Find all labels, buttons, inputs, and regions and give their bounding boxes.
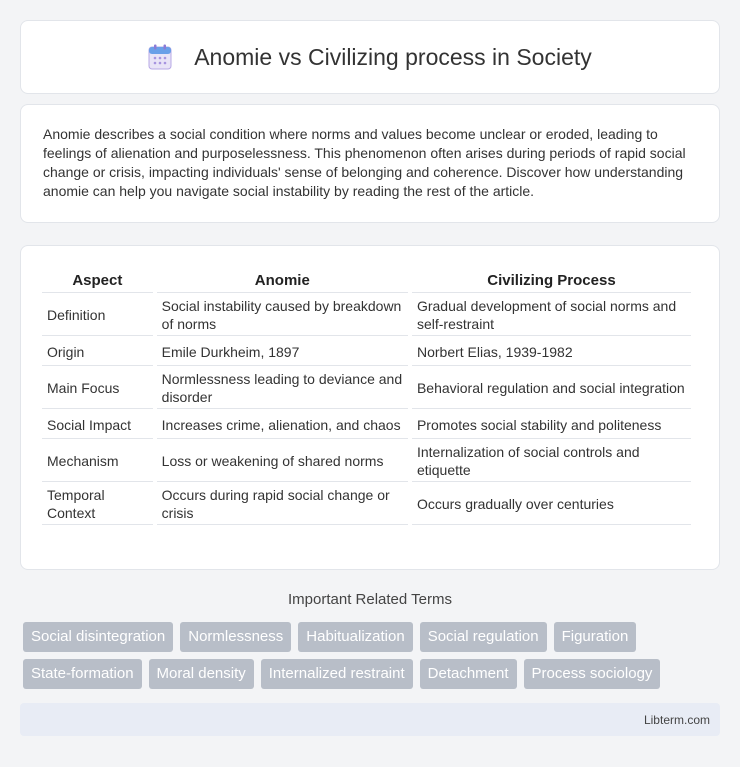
row-civilizing: Occurs gradually over centuries <box>412 484 691 525</box>
related-terms-title: Important Related Terms <box>288 591 452 608</box>
tag-moral-density[interactable]: Moral density <box>149 659 254 689</box>
tag-social-disintegration[interactable]: Social disintegration <box>23 622 173 652</box>
tag-figuration[interactable]: Figuration <box>554 622 637 652</box>
tag-habitualization[interactable]: Habitualization <box>298 622 412 652</box>
row-anomie: Loss or weakening of shared norms <box>157 441 408 482</box>
tag-row <box>23 622 723 652</box>
table-row <box>42 295 691 336</box>
tag-detachment[interactable]: Detachment <box>420 659 517 689</box>
row-anomie: Occurs during rapid social change or crisis <box>157 484 408 525</box>
row-anomie: Increases crime, alienation, and chaos <box>157 411 408 439</box>
intro-paragraph: Anomie describes a social condition where norms and values become unclear or eroded, leading to feelings of alienation and purposelessness. This phenomenon often arises during periods of rapid social change or crisis, impacting individuals' sense of belonging and coherence. Discover how understanding anomie can help you navigate social instability by reading the rest of the article. <box>43 126 686 199</box>
row-anomie: Normlessness leading to deviance and disorder <box>157 368 408 409</box>
comparison-table <box>38 266 695 527</box>
title-wrap <box>148 44 592 71</box>
row-civilizing: Gradual development of social norms and self-restraint <box>412 295 691 336</box>
footer <box>20 703 720 736</box>
table-row <box>42 441 691 482</box>
table-row <box>42 484 691 525</box>
tag-normlessness[interactable]: Normlessness <box>180 622 291 652</box>
row-anomie: Emile Durkheim, 1897 <box>157 338 408 366</box>
row-civilizing: Promotes social stability and politeness <box>412 411 691 439</box>
tag-internalized-restraint[interactable]: Internalized restraint <box>261 659 413 689</box>
calendar-icon <box>148 44 172 70</box>
row-civilizing: Behavioral regulation and social integration <box>412 368 691 409</box>
intro-card <box>20 104 720 223</box>
table-header-row <box>42 268 691 293</box>
row-aspect: Main Focus <box>42 368 153 409</box>
row-anomie: Social instability caused by breakdown of norms <box>157 295 408 336</box>
header-civilizing-process: Civilizing Process <box>412 268 691 293</box>
row-aspect: Temporal Context <box>42 484 153 525</box>
table-row <box>42 338 691 366</box>
row-aspect: Mechanism <box>42 441 153 482</box>
row-aspect: Social Impact <box>42 411 153 439</box>
page-title: Anomie vs Civilizing process in Society <box>194 43 592 70</box>
tag-row <box>23 659 723 689</box>
row-civilizing: Norbert Elias, 1939-1982 <box>412 338 691 366</box>
row-civilizing: Internalization of social controls and etiquette <box>412 441 691 482</box>
tag-social-regulation[interactable]: Social regulation <box>420 622 547 652</box>
header-aspect: Aspect <box>42 268 153 293</box>
row-aspect: Origin <box>42 338 153 366</box>
title-card <box>20 20 720 94</box>
table-row <box>42 411 691 439</box>
tag-state-formation[interactable]: State-formation <box>23 659 142 689</box>
row-aspect: Definition <box>42 295 153 336</box>
comparison-card <box>20 245 720 570</box>
related-terms-list <box>23 622 723 696</box>
footer-site-link[interactable]: Libterm.com <box>643 713 710 727</box>
tag-process-sociology[interactable]: Process sociology <box>524 659 661 689</box>
header-anomie: Anomie <box>157 268 408 293</box>
table-row <box>42 368 691 409</box>
